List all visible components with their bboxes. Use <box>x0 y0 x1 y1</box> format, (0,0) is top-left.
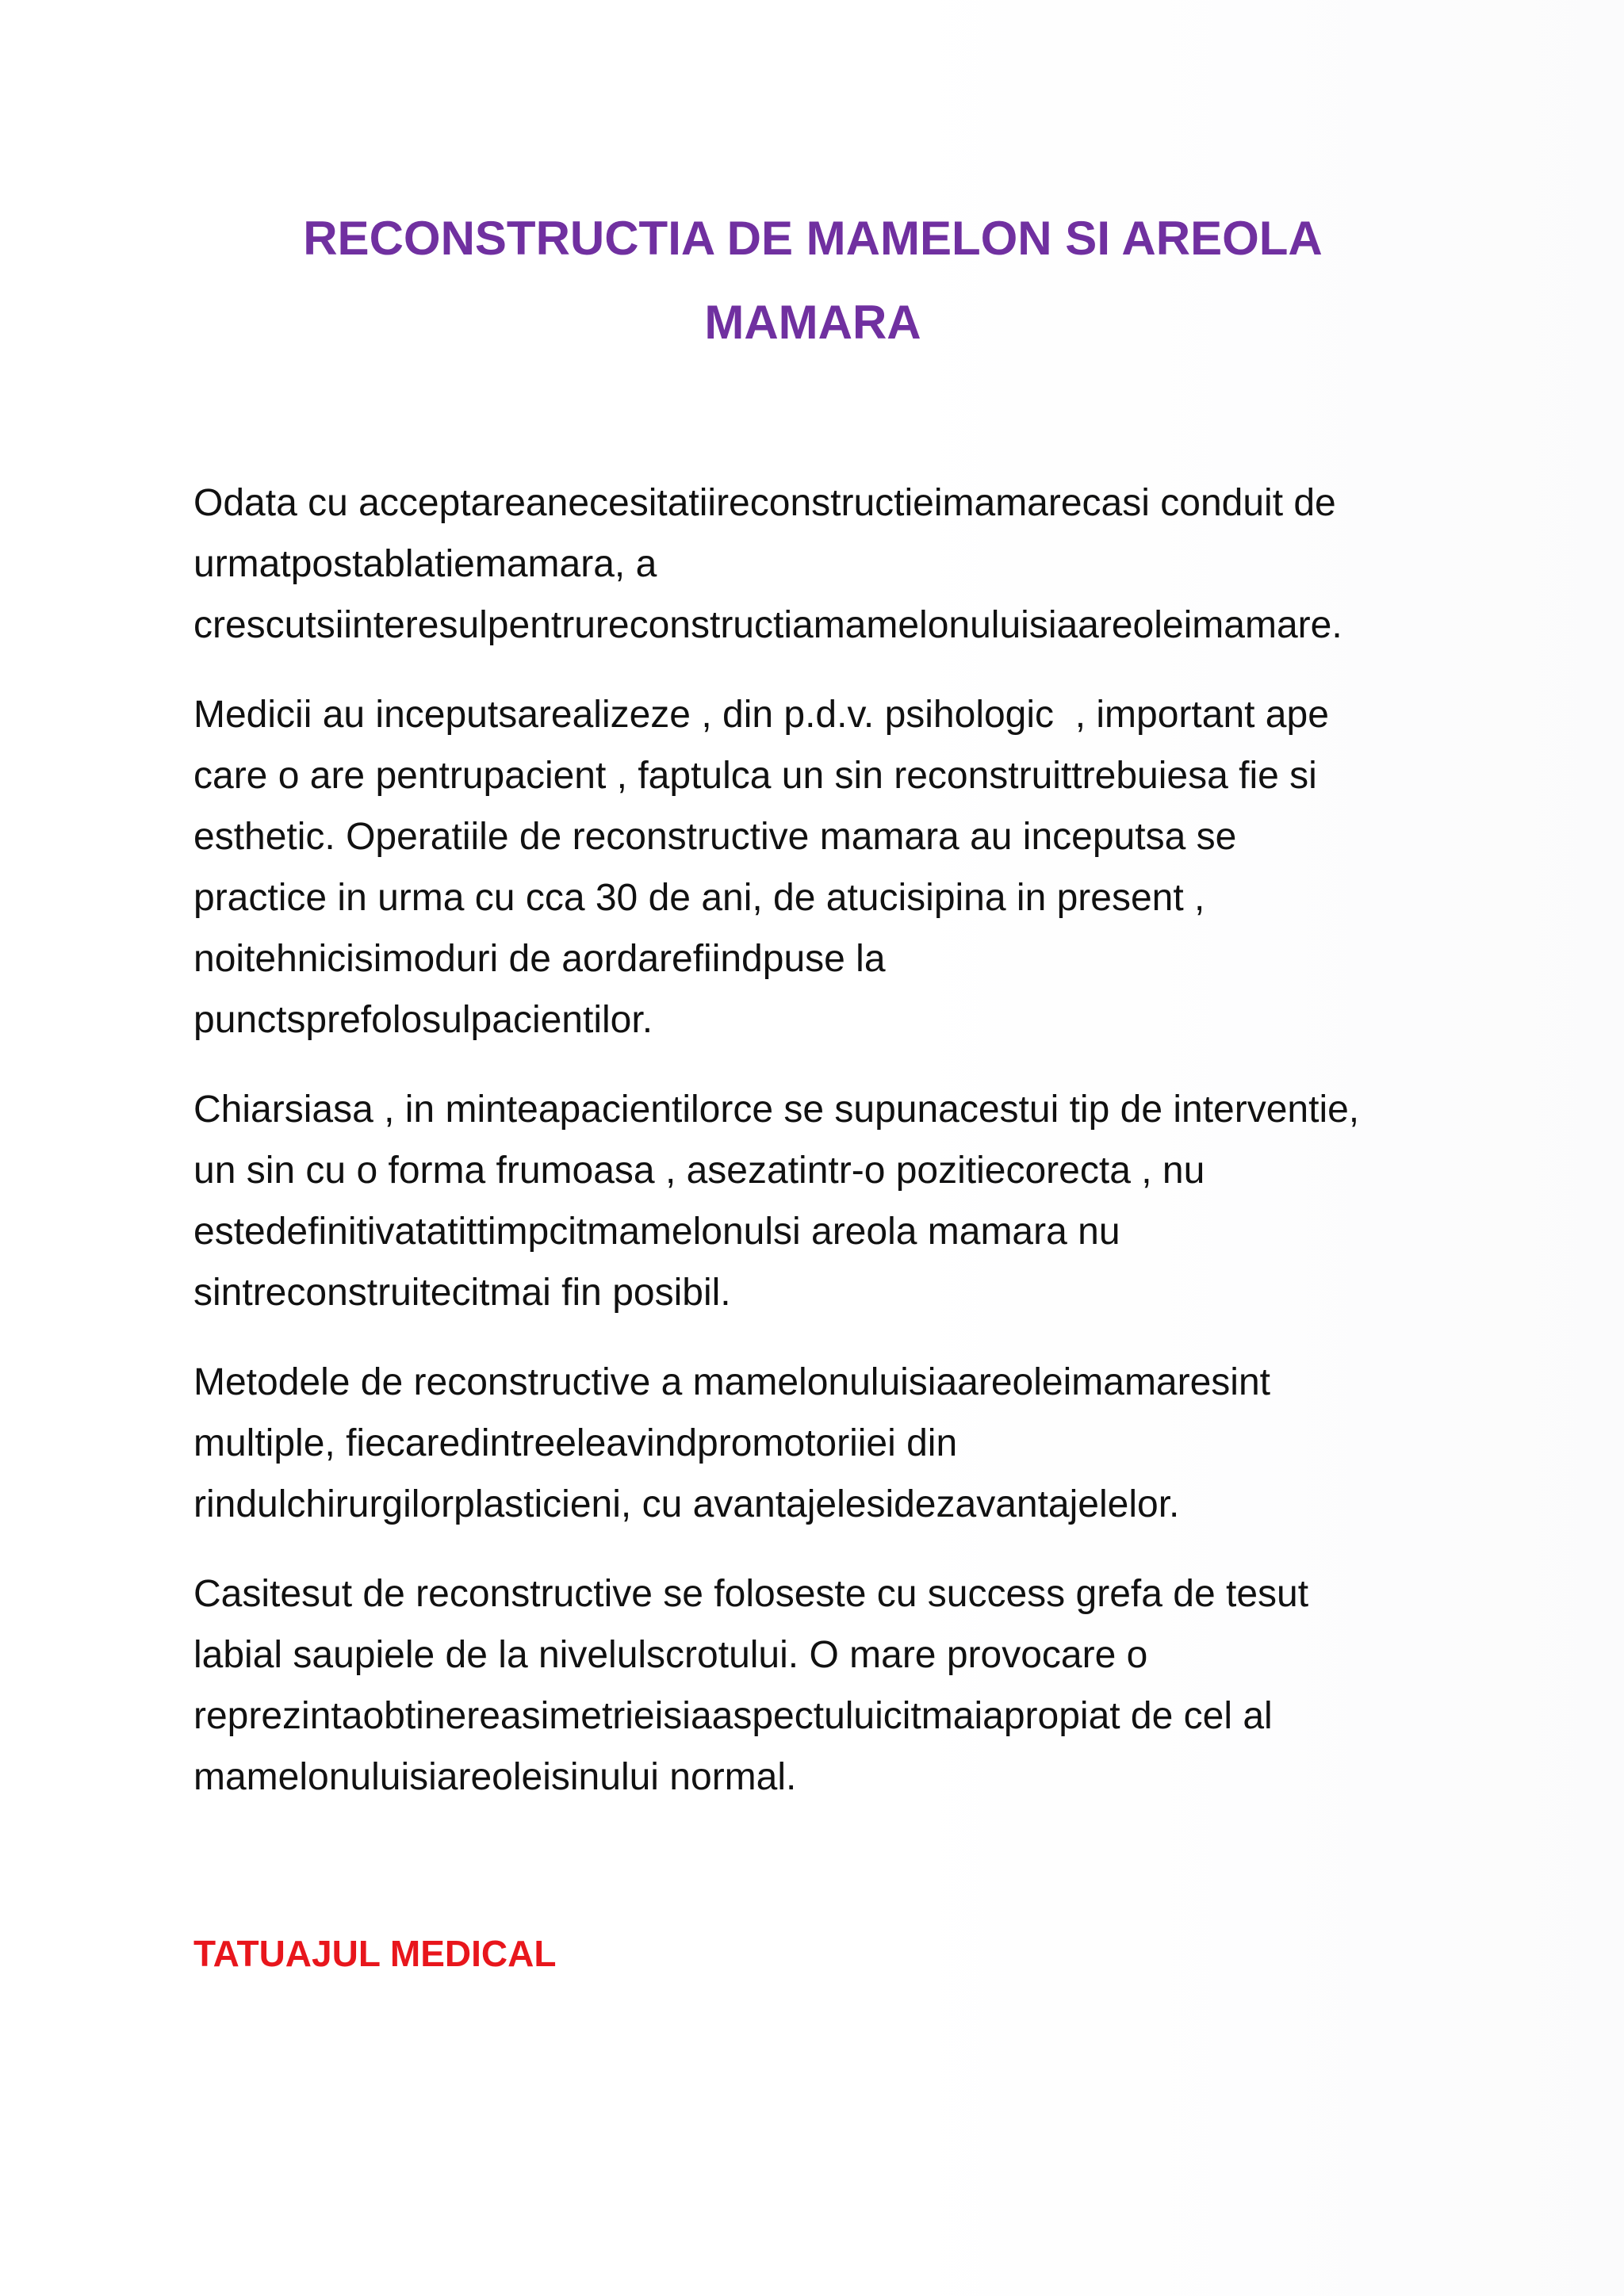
paragraph-line: labial saupiele de la nivelulscrotului. O mare provocare o <box>193 1634 1148 1676</box>
paragraph-line: urmatpostablatiemamara, a <box>193 543 657 585</box>
paragraph <box>193 1079 1478 1323</box>
paragraph-line: practice in urma cu cca 30 de ani, de atucisipina in present , <box>193 877 1205 919</box>
paragraph-line: rindulchirurgilorplasticieni, cu avantajelesidezavantajelelor. <box>193 1483 1180 1525</box>
paragraph-line: care o are pentrupacient , faptulca un sin reconstruittrebuiesa fie si <box>193 755 1317 797</box>
section-heading: TATUAJUL MEDICAL <box>193 1933 557 1974</box>
paragraph-line: Metodele de reconstructive a mamelonuluisiaareoleimamaresint <box>193 1361 1270 1403</box>
paragraph-line: multiple, fiecaredintreeleavindpromotoriiei din <box>193 1422 958 1464</box>
paragraph-line: Medicii au inceputsarealizeze , din p.d.v. psihologic , important ape <box>193 694 1329 736</box>
paragraph-line: crescutsiinteresulpentrureconstructiamamelonuluisiaareoleimamare. <box>193 604 1342 646</box>
paragraph <box>193 1352 1478 1535</box>
document-title <box>159 197 1467 365</box>
paragraph <box>193 473 1478 656</box>
paragraph-line: reprezintaobtinereasimetrieisiaaspectuluicitmaiapropiat de cel al <box>193 1695 1273 1737</box>
paragraph-line: estedefinitivatatittimpcitmamelonulsi areola mamara nu <box>193 1211 1120 1253</box>
title-line: MAMARA <box>704 296 921 349</box>
title-line: RECONSTRUCTIA DE MAMELON SI AREOLA <box>303 212 1323 265</box>
paragraph-line: Casitesut de reconstructive se foloseste cu success grefa de tesut <box>193 1573 1309 1615</box>
paragraph <box>193 684 1478 1050</box>
paragraph-line: noitehnicisimoduri de aordarefiindpuse la <box>193 938 886 980</box>
paragraph-line: mamelonuluisiareoleisinului normal. <box>193 1756 797 1798</box>
document-body <box>193 473 1478 1836</box>
paragraph-line: esthetic. Operatiile de reconstructive mamara au inceputsa se <box>193 816 1237 858</box>
paragraph-line: punctsprefolosulpacientilor. <box>193 999 653 1041</box>
paragraph-line: Odata cu acceptareanecesitatiireconstructieimamarecasi conduit de <box>193 482 1336 524</box>
paragraph-line: sintreconstruitecitmai fin posibil. <box>193 1272 731 1314</box>
paragraph <box>193 1563 1478 1808</box>
paragraph-line: un sin cu o forma frumoasa , asezatintr-o pozitiecorecta , nu <box>193 1150 1205 1192</box>
paragraph-line: Chiarsiasa , in minteapacientilorce se supunacestui tip de interventie, <box>193 1089 1360 1131</box>
